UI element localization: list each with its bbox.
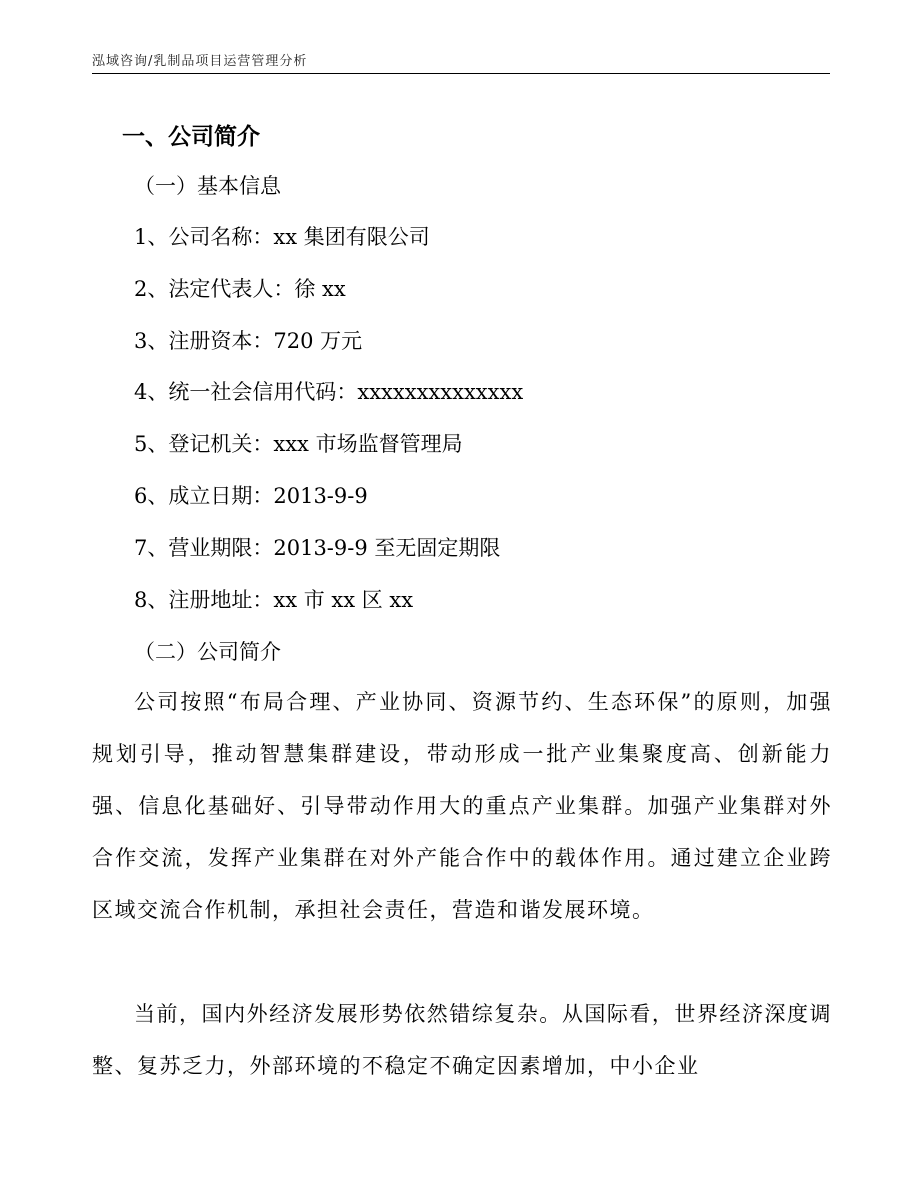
section-heading: 一、公司简介 [122,124,260,150]
info-item-registration-authority: 5、登记机关：xxx 市场监督管理局 [134,432,463,456]
info-item-legal-rep: 2、法定代表人：徐 xx [134,277,346,301]
subsection-heading-company-profile: （二）公司简介 [134,640,281,664]
running-header: 泓域咨询/乳制品项目运营管理分析 [92,54,308,69]
info-item-credit-code: 4、统一社会信用代码：xxxxxxxxxxxxxx [134,380,524,404]
info-item-address: 8、注册地址：xx 市 xx 区 xx [134,588,414,612]
profile-paragraph-2: 当前，国内外经济发展形势依然错综复杂。从国际看，世界经济深度调整、复苏乏力，外部环境的不稳定不确定因素增加，中小企业 [92,1002,832,1078]
header-rule [92,73,830,74]
subsection-heading-basic-info: （一）基本信息 [134,174,281,198]
info-item-capital: 3、注册资本：720 万元 [134,329,363,353]
info-item-company-name: 1、公司名称：xx 集团有限公司 [134,225,430,249]
profile-paragraph-1: 公司按照“布局合理、产业协同、资源节约、生态环保”的原则，加强规划引导，推动智慧集群建设，带动形成一批产业集聚度高、创新能力强、信息化基础好、引导带动作用大的重点产业集群。加强产业集群对外合作交流，发挥产业集群在对外产能合作中的载体作用。通过建立企业跨区域交流合作机制，承担社会责任，营造和谐发展环境。 [92,690,832,922]
info-item-founded-date: 6、成立日期：2013-9-9 [134,484,368,508]
info-item-business-term: 7、营业期限：2013-9-9 至无固定期限 [134,536,501,560]
